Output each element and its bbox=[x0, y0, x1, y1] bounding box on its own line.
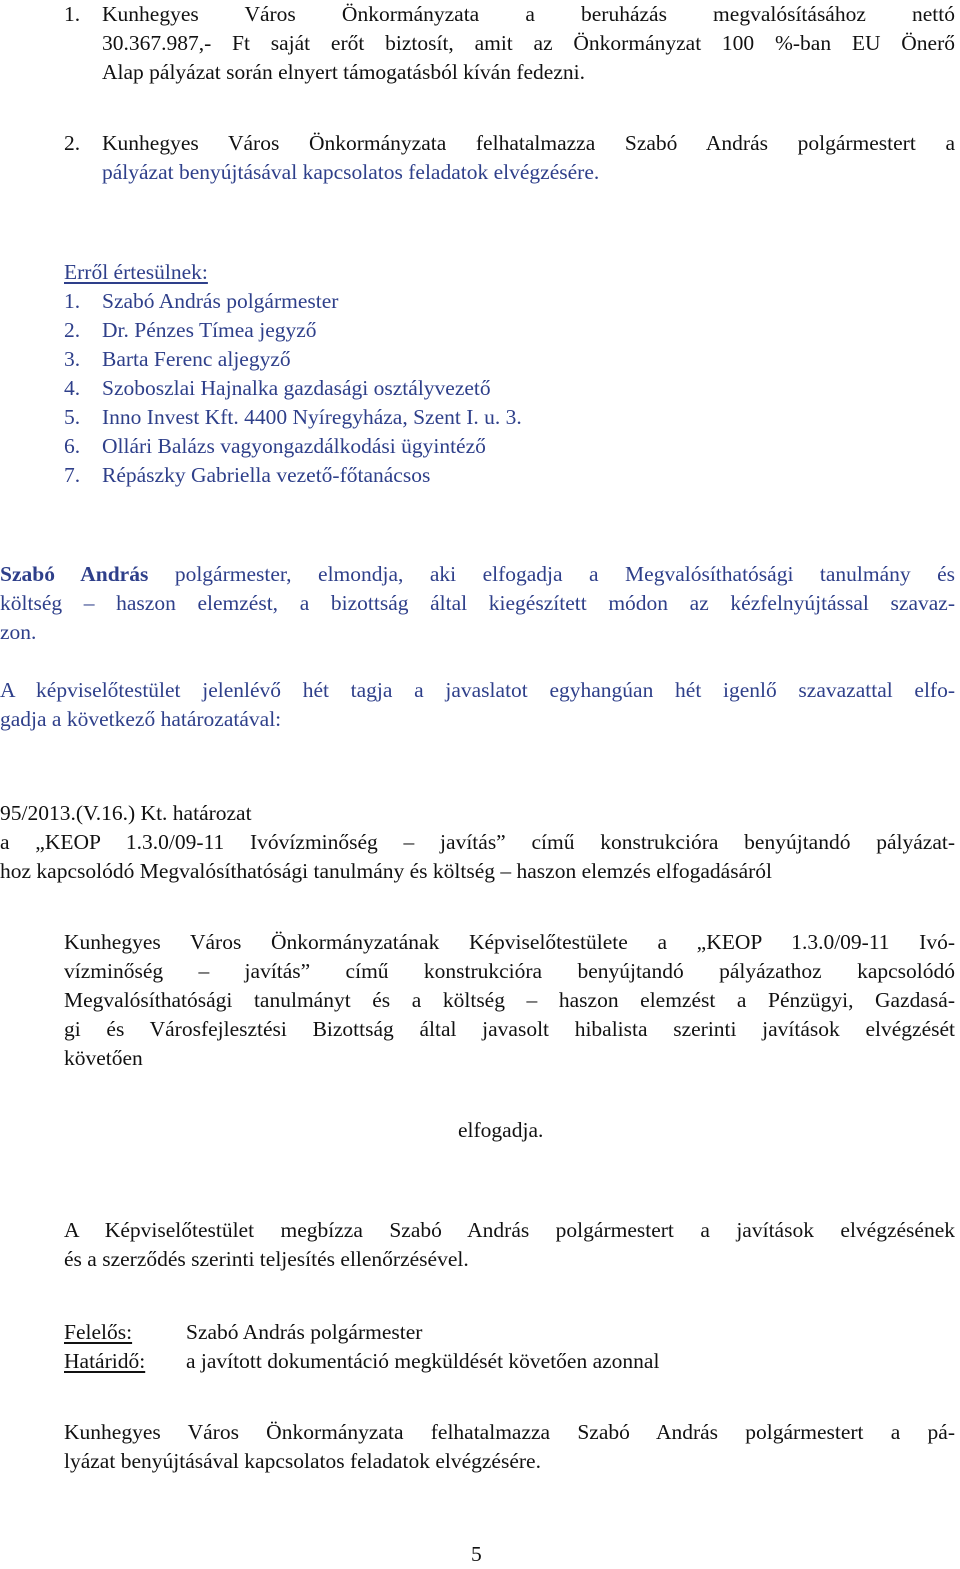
mandate-line-1: A Képviselőtestület megbízza Szabó András polgármestert a javítások elvégzésének bbox=[64, 1218, 955, 1242]
notify-item: 3. Barta Ferenc aljegyző bbox=[64, 347, 291, 371]
mayor-statement-line-2: költség – haszon elemzést, a bizottság által kiegészített módon az kézfelnyújtással szavaz- bbox=[0, 591, 955, 615]
notify-item: 7. Répászky Gabriella vezető-főtanácsos bbox=[64, 463, 431, 487]
decision-point-1-line-1: 1. Kunhegyes Város Önkormányzata a beruházás megvalósításához nettó bbox=[64, 2, 955, 26]
vote-line-2: gadja a következő határozatával: bbox=[0, 707, 282, 731]
responsible-row: Felelős: Szabó András polgármester bbox=[64, 1320, 423, 1344]
notify-item: 4. Szoboszlai Hajnalka gazdasági osztályvezető bbox=[64, 376, 491, 400]
authorization-line-2: lyázat benyújtásával kapcsolatos feladatok elvégzésére. bbox=[64, 1449, 541, 1473]
resolution-body-line-4: gi és Városfejlesztési Bizottság által javasolt hibalista szerinti javítások elvégzését bbox=[64, 1017, 955, 1041]
notify-item: 2. Dr. Pénzes Tímea jegyző bbox=[64, 318, 317, 342]
notify-item: 5. Inno Invest Kft. 4400 Nyíregyháza, Szent I. u. 3. bbox=[64, 405, 522, 429]
vote-line-1: A képviselőtestület jelenlévő hét tagja a javaslatot egyhangúan hét igenlő szavazattal elfo- bbox=[0, 678, 955, 702]
notify-heading: Erről értesülnek: bbox=[64, 260, 208, 284]
notify-item: 6. Ollári Balázs vagyongazdálkodási ügyintéző bbox=[64, 434, 486, 458]
mandate-line-2: és a szerződés szerinti teljesítés ellenőrzésével. bbox=[64, 1247, 469, 1271]
mayor-statement-line-1: Szabó András polgármester, elmondja, aki elfogadja a Megvalósíthatósági tanulmány és bbox=[0, 562, 956, 586]
decision-point-1-line-2: 30.367.987,- Ft saját erőt biztosít, amit az Önkormányzat 100 %-ban EU Önerő bbox=[102, 31, 955, 55]
resolution-decision: elfogadja. bbox=[458, 1118, 544, 1142]
deadline-row: Határidő: a javított dokumentáció megküldését követően azonnal bbox=[64, 1349, 660, 1373]
resolution-title-line-2: hoz kapcsolódó Megvalósíthatósági tanulmány és költség – haszon elemzés elfogadásáról bbox=[0, 859, 772, 883]
authorization-line-1: Kunhegyes Város Önkormányzata felhatalmazza Szabó András polgármestert a pá- bbox=[64, 1420, 955, 1444]
decision-point-2-line-1: 2. Kunhegyes Város Önkormányzata felhatalmazza Szabó András polgármestert a bbox=[64, 131, 955, 155]
notify-item: 1. Szabó András polgármester bbox=[64, 289, 339, 313]
resolution-body-line-2: vízminőség – javítás” című konstrukcióra benyújtandó pályázathoz kapcsolódó bbox=[64, 959, 955, 983]
mayor-statement-line-3: zon. bbox=[0, 620, 37, 644]
page-number: 5 bbox=[471, 1542, 482, 1566]
resolution-title-line-1: a „KEOP 1.3.0/09-11 Ivóvízminőség – javítás” című konstrukcióra benyújtandó pályázat- bbox=[0, 830, 955, 854]
resolution-body-line-1: Kunhegyes Város Önkormányzatának Képviselőtestülete a „KEOP 1.3.0/09-11 Ivó- bbox=[64, 930, 955, 954]
resolution-body-line-5: követően bbox=[64, 1046, 143, 1070]
resolution-body-line-3: Megvalósíthatósági tanulmányt és a költség – haszon elemzést a Pénzügyi, Gazdasá- bbox=[64, 988, 955, 1012]
resolution-number: 95/2013.(V.16.) Kt. határozat bbox=[0, 801, 252, 825]
decision-point-2-line-2: pályázat benyújtásával kapcsolatos feladatok elvégzésére. bbox=[102, 160, 600, 184]
decision-point-1-line-3: Alap pályázat során elnyert támogatásból kíván fedezni. bbox=[102, 60, 585, 84]
